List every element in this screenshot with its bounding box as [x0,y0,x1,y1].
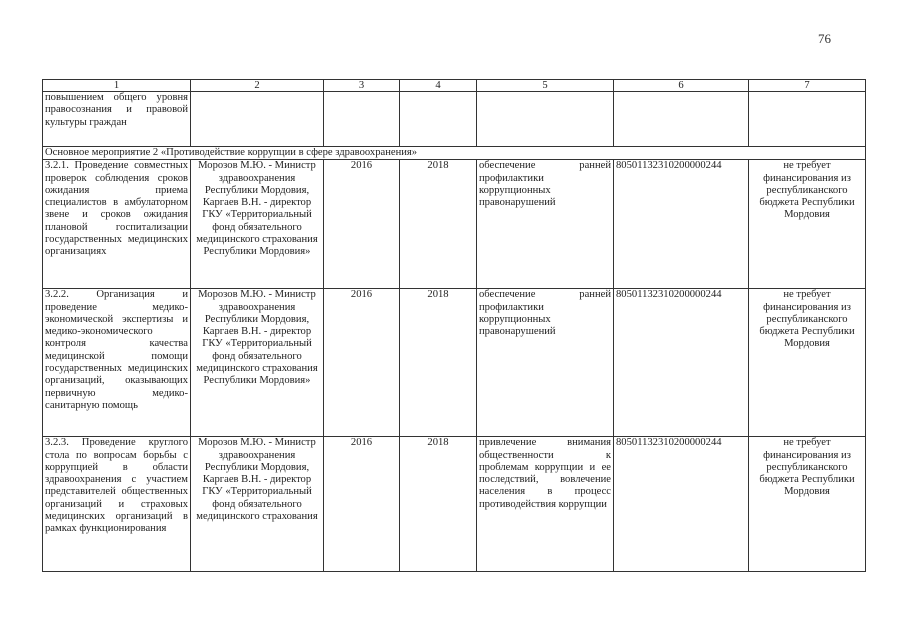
column-number-row [43,80,866,92]
result-cell: привлечение внимания общественности к проблемам коррупции и ее последствий, вовлечение населения в процесс противодействия коррупции [477,437,614,572]
code-cell: 80501132310200000244 [614,437,749,572]
code-cell: 80501132310200000244 [614,289,749,437]
continuation-text: повышением общего уровня правосознания и правовой культуры граждан [43,92,191,147]
page-number: 76 [818,31,831,46]
end-year-cell: 2018 [400,160,477,289]
empty-cell [191,92,324,147]
column-number: 2 [191,80,324,92]
table-row [43,289,866,437]
column-number: 1 [43,80,191,92]
column-number: 5 [477,80,614,92]
measure-cell: 3.2.3. Проведение круглого стола по вопросам борьбы с коррупцией в области здравоохранения с участием представителей общественных организаций и страховых медицинских организаций в рамках функционирования [43,437,191,572]
code-cell: 80501132310200000244 [614,160,749,289]
column-number: 3 [324,80,400,92]
result-cell: обеспечение ранней профилактики коррупционных правонарушений [477,289,614,437]
start-year-cell: 2016 [324,437,400,572]
column-number: 4 [400,80,477,92]
start-year-cell: 2016 [324,160,400,289]
section-heading-row [43,147,866,160]
program-table [42,79,866,572]
start-year-cell: 2016 [324,289,400,437]
result-cell: обеспечение ранней профилактики коррупционных правонарушений [477,160,614,289]
column-number: 6 [614,80,749,92]
empty-cell [477,92,614,147]
section-heading: Основное мероприятие 2 «Противодействие коррупции в сфере здравоохранения» [43,147,866,160]
empty-cell [324,92,400,147]
executors-cell: Морозов М.Ю. - Министр здравоохранения Республики Мордовия, Каргаев В.Н. - директор ГКУ «Территориальный фонд обязательного медицинского страхования Республики Мордовия» [191,289,324,437]
continuation-row [43,92,866,147]
funding-cell: не требует финансирования из республиканского бюджета Республики Мордовия [749,289,866,437]
table-row [43,437,866,572]
executors-cell: Морозов М.Ю. - Министр здравоохранения Республики Мордовия, Каргаев В.Н. - директор ГКУ «Территориальный фонд обязательного медицинского страхования [191,437,324,572]
column-number: 7 [749,80,866,92]
empty-cell [614,92,749,147]
measure-cell: 3.2.1. Проведение совместных проверок соблюдения сроков ожидания приема специалистов в амбулаторном звене и сроков ожидания плановой госпитализации государственных медицинских организациях [43,160,191,289]
end-year-cell: 2018 [400,289,477,437]
executors-cell: Морозов М.Ю. - Министр здравоохранения Республики Мордовия, Каргаев В.Н. - директор ГКУ «Территориальный фонд обязательного медицинского страхования Республики Мордовия» [191,160,324,289]
funding-cell: не требует финансирования из республиканского бюджета Республики Мордовия [749,437,866,572]
table-row [43,160,866,289]
end-year-cell: 2018 [400,437,477,572]
empty-cell [400,92,477,147]
funding-cell: не требует финансирования из республиканского бюджета Республики Мордовия [749,160,866,289]
empty-cell [749,92,866,147]
measure-cell: 3.2.2. Организация и проведение медико-экономической экспертизы и медико-экономического контроля качества медицинской помощи государственных медицинских организаций, оказывающих первичную медико-санитарную помощь [43,289,191,437]
